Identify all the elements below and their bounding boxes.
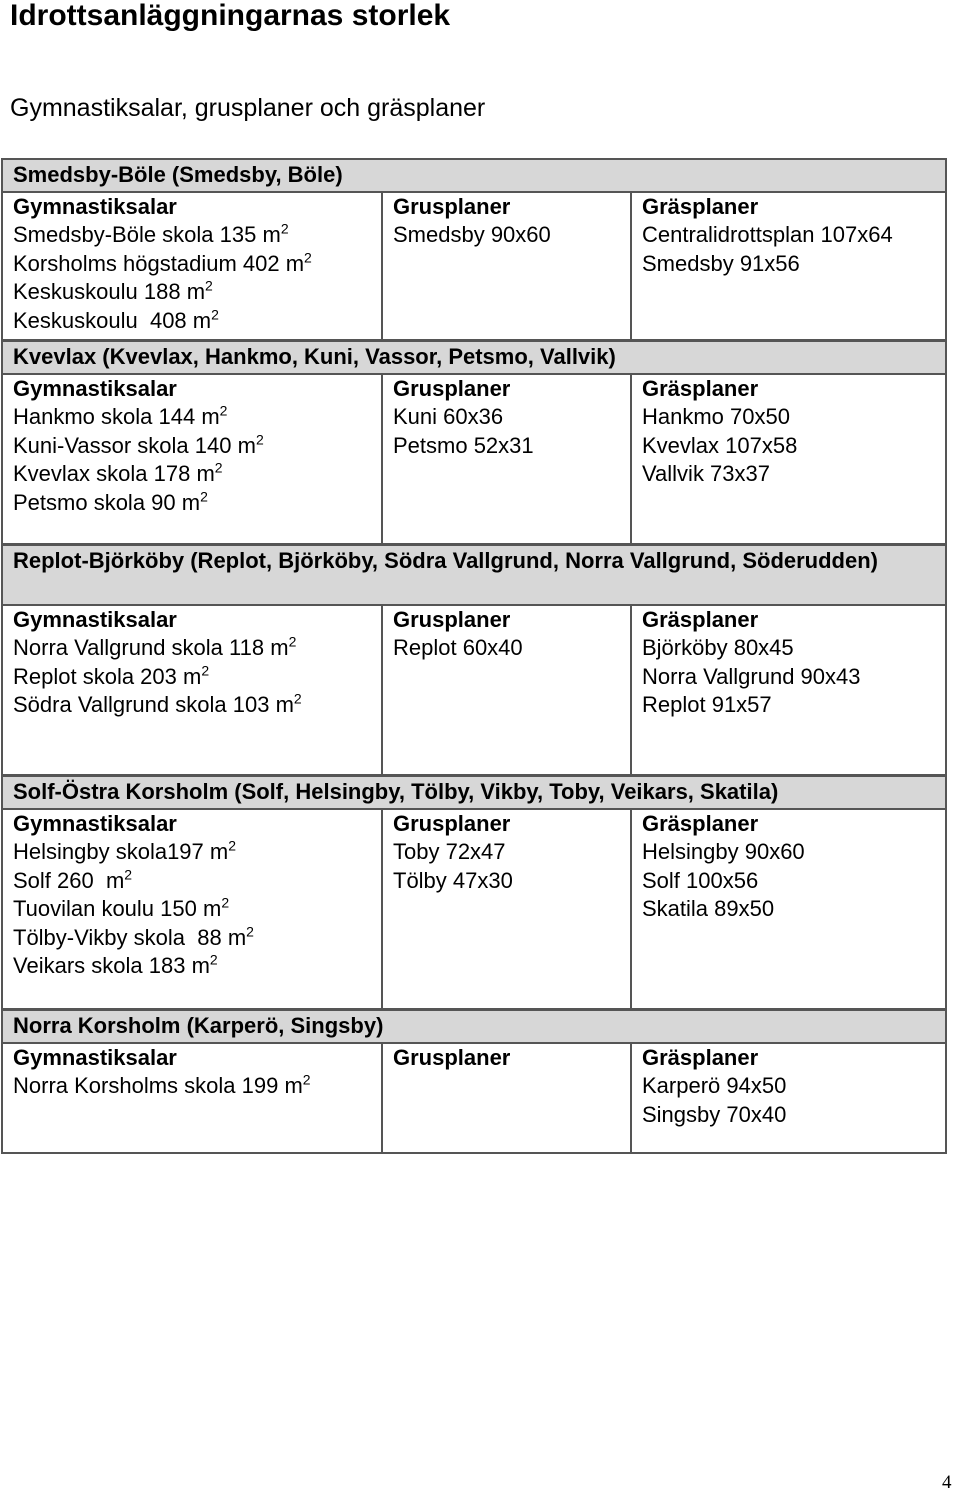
gym-hall-entry <box>13 432 381 460</box>
grass-field-entry <box>642 460 945 488</box>
entry-text: Tölby 47x30 <box>393 867 513 893</box>
gym-heading: Gymnastiksalar <box>13 811 177 837</box>
gym-column <box>2 605 382 775</box>
area-unit: m <box>284 1073 303 1099</box>
gym-column <box>2 374 382 544</box>
entry-text: Keskuskoulu 408 <box>13 307 187 333</box>
gym-hall-entry <box>13 460 381 488</box>
gym-hall-entry <box>13 1072 381 1100</box>
gravel-field-entry <box>393 432 630 460</box>
gravel-column <box>382 192 631 340</box>
entry-text: Vallvik 73x37 <box>642 461 770 487</box>
area-unit-exponent: 2 <box>288 634 297 651</box>
area-unit: m <box>262 222 281 248</box>
entry-text: Singsby 70x40 <box>642 1101 787 1127</box>
area-unit-exponent: 2 <box>304 249 312 266</box>
area-unit: m <box>196 461 215 487</box>
gym-heading: Gymnastiksalar <box>13 194 177 219</box>
area-unit-exponent: 2 <box>255 431 264 448</box>
area-table-kvevlax <box>1 340 947 545</box>
area-unit-exponent: 2 <box>211 306 219 323</box>
entry-text: Solf 100x56 <box>642 867 759 893</box>
grass-column <box>631 192 946 340</box>
gravel-heading: Grusplaner <box>393 194 511 219</box>
area-unit-exponent: 2 <box>228 838 237 855</box>
entry-text: Petsmo skola 90 <box>13 489 176 515</box>
gravel-heading: Grusplaner <box>393 607 511 633</box>
area-table-smedsby-bole <box>1 158 947 341</box>
document-title: Idrottsanläggningarnas storlek <box>10 0 451 32</box>
entry-text: Replot 91x57 <box>642 692 772 718</box>
gym-hall-entry <box>13 663 381 691</box>
gym-hall-entry <box>13 634 381 662</box>
area-name: Smedsby-Böle (Smedsby, Böle) <box>2 159 946 192</box>
grass-field-entry <box>642 403 945 431</box>
gravel-field-entry <box>393 221 630 249</box>
entry-text: Norra Vallgrund 90x43 <box>642 663 861 689</box>
area-table-solf-ostra-korsholm <box>1 775 947 1010</box>
entry-text: Helsingby 90x60 <box>642 839 805 865</box>
entry-text: Skatila 89x50 <box>642 896 775 922</box>
gravel-column <box>382 374 631 544</box>
entry-text: Tuovilan koulu 150 <box>13 896 197 922</box>
gravel-field-entry <box>393 867 630 895</box>
area-unit: m <box>275 692 294 718</box>
area-name: Solf-Östra Korsholm (Solf, Helsingby, Tölby, Vikby, Toby, Veikars, Skatila) <box>2 776 946 809</box>
grass-field-entry <box>642 663 945 691</box>
area-unit-exponent: 2 <box>201 662 210 679</box>
gym-hall-entry <box>13 952 381 980</box>
grass-field-entry <box>642 838 945 866</box>
entry-text: Replot 60x40 <box>393 635 523 661</box>
area-unit-exponent: 2 <box>124 866 133 883</box>
area-unit: m <box>285 250 305 276</box>
grass-field-entry <box>642 895 945 923</box>
grass-heading: Gräsplaner <box>642 811 759 837</box>
entry-text: Toby 72x47 <box>393 839 506 865</box>
entry-text: Keskuskoulu 188 <box>13 279 181 305</box>
entry-text: Veikars skola 183 <box>13 953 186 979</box>
gym-heading: Gymnastiksalar <box>13 607 177 633</box>
grass-column <box>631 809 946 1009</box>
gym-column <box>2 1043 382 1153</box>
entry-text: Kuni 60x36 <box>393 404 504 430</box>
grass-heading: Gräsplaner <box>642 1045 759 1071</box>
entry-text: Petsmo 52x31 <box>393 432 534 458</box>
grass-heading: Gräsplaner <box>642 607 759 633</box>
entry-text: Replot skola 203 <box>13 663 177 689</box>
area-unit-exponent: 2 <box>246 923 254 940</box>
entry-text: Kuni-Vassor skola 140 <box>13 432 232 458</box>
area-unit-exponent: 2 <box>219 403 228 420</box>
gravel-column <box>382 809 631 1009</box>
grass-field-entry <box>642 250 945 278</box>
gym-hall-entry <box>13 307 381 335</box>
gravel-column <box>382 605 631 775</box>
entry-text: Södra Vallgrund skola 103 <box>13 692 270 718</box>
area-unit: m <box>227 924 247 950</box>
gravel-heading: Grusplaner <box>393 811 511 837</box>
area-unit-exponent: 2 <box>302 1072 311 1089</box>
gravel-heading: Grusplaner <box>393 376 511 402</box>
area-unit-exponent: 2 <box>214 459 223 476</box>
entry-text: Smedsby 90x60 <box>393 222 551 248</box>
gym-hall-entry <box>13 221 381 249</box>
area-name: Norra Korsholm (Karperö, Singsby) <box>2 1010 946 1043</box>
area-unit: m <box>183 663 202 689</box>
entry-text: Norra Korsholms skola 199 <box>13 1073 279 1099</box>
entry-text: Korsholms högstadium 402 <box>13 250 280 276</box>
grass-field-entry <box>642 432 945 460</box>
grass-field-entry <box>642 691 945 719</box>
area-unit-exponent: 2 <box>280 221 289 238</box>
area-name: Replot-Björköby (Replot, Björköby, Södra Vallgrund, Norra Vallgrund, Söderudden) <box>2 545 946 605</box>
entry-text: Karperö 94x50 <box>642 1073 787 1099</box>
gravel-field-entry <box>393 634 630 662</box>
gym-hall-entry <box>13 403 381 431</box>
document-subtitle: Gymnastiksalar, grusplaner och gräsplaner <box>10 94 486 122</box>
area-unit: m <box>105 867 125 893</box>
area-unit: m <box>203 896 222 922</box>
gym-column <box>2 192 382 340</box>
grass-field-entry <box>642 1101 945 1129</box>
gravel-field-entry <box>393 838 630 866</box>
area-unit: m <box>181 489 201 515</box>
entry-text: Hankmo 70x50 <box>642 404 790 430</box>
gym-hall-entry <box>13 895 381 923</box>
grass-heading: Gräsplaner <box>642 376 759 402</box>
area-unit: m <box>270 635 289 661</box>
entry-text: Centralidrottsplan 107x64 <box>642 222 893 248</box>
gym-heading: Gymnastiksalar <box>13 376 177 402</box>
area-unit: m <box>237 432 256 458</box>
gym-hall-entry <box>13 867 381 895</box>
gravel-heading: Grusplaner <box>393 1045 511 1071</box>
area-table-norra-korsholm <box>1 1009 947 1154</box>
grass-column <box>631 374 946 544</box>
area-unit-exponent: 2 <box>200 488 208 505</box>
entry-text: Kvevlax 107x58 <box>642 432 798 458</box>
page-number: 4 <box>942 1472 952 1493</box>
entry-text: Kvevlax skola 178 <box>13 461 191 487</box>
area-unit-exponent: 2 <box>209 951 218 968</box>
gym-hall-entry <box>13 489 381 517</box>
entry-text: Smedsby 91x56 <box>642 250 800 276</box>
grass-field-entry <box>642 867 945 895</box>
area-unit: m <box>186 279 206 305</box>
gym-hall-entry <box>13 838 381 866</box>
facility-tables <box>1 159 945 1154</box>
grass-field-entry <box>642 1072 945 1100</box>
entry-text: Björköby 80x45 <box>642 635 794 661</box>
gym-column <box>2 809 382 1009</box>
gym-heading: Gymnastiksalar <box>13 1045 177 1071</box>
entry-text: Solf 260 <box>13 867 100 893</box>
entry-text: Tölby-Vikby skola 88 <box>13 924 222 950</box>
gym-hall-entry <box>13 250 381 278</box>
grass-field-entry <box>642 634 945 662</box>
gym-hall-entry <box>13 278 381 306</box>
area-table-replot-bjorkoby <box>1 544 947 776</box>
entry-text: Norra Vallgrund skola 118 <box>13 635 265 661</box>
entry-text: Helsingby skola197 <box>13 839 204 865</box>
grass-field-entry <box>642 221 945 249</box>
gravel-field-entry <box>393 403 630 431</box>
gravel-column <box>382 1043 631 1153</box>
grass-column <box>631 605 946 775</box>
area-unit: m <box>191 953 210 979</box>
area-unit-exponent: 2 <box>205 277 213 294</box>
grass-heading: Gräsplaner <box>642 194 759 219</box>
entry-text: Smedsby-Böle skola 135 <box>13 222 257 248</box>
area-name: Kvevlax (Kvevlax, Hankmo, Kuni, Vassor, Petsmo, Vallvik) <box>2 341 946 374</box>
gym-hall-entry <box>13 924 381 952</box>
area-unit: m <box>209 839 229 865</box>
area-unit: m <box>192 307 212 333</box>
grass-column <box>631 1043 946 1153</box>
gym-hall-entry <box>13 691 381 719</box>
area-unit-exponent: 2 <box>221 894 230 911</box>
area-unit-exponent: 2 <box>293 690 302 707</box>
entry-text: Hankmo skola 144 <box>13 404 196 430</box>
area-unit: m <box>201 404 220 430</box>
